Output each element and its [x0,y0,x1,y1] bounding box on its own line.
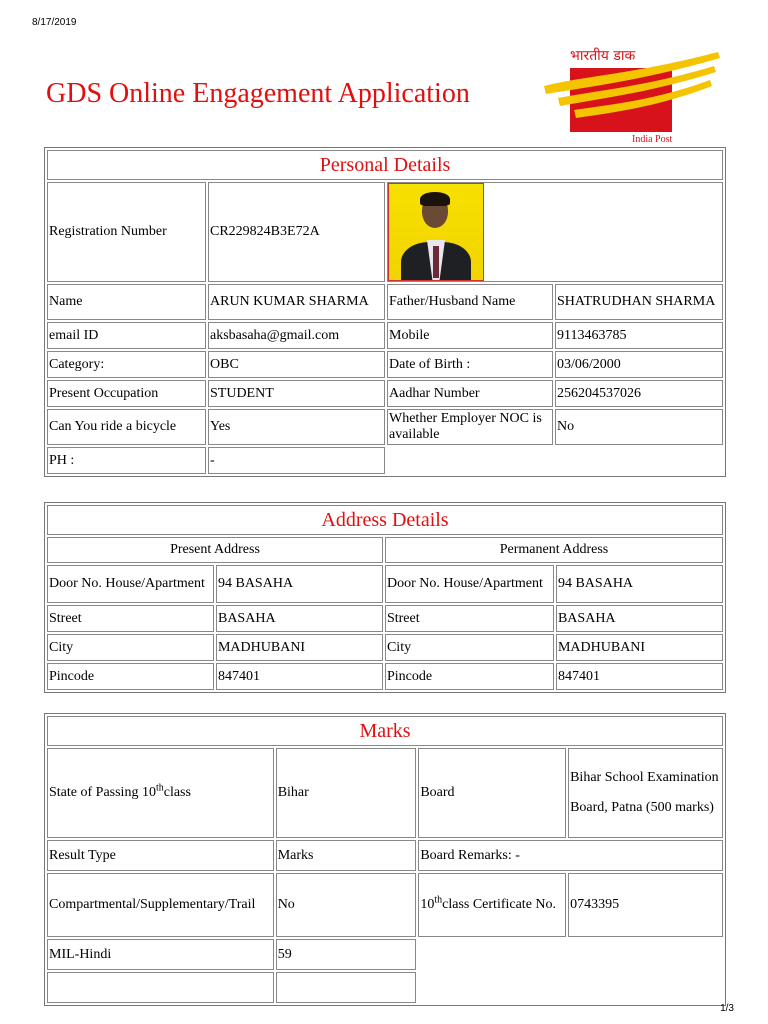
permanent-address-heading: Permanent Address [385,537,723,563]
permanent-city-value: MADHUBANI [556,634,723,661]
logo-hindi-text: भारतीय डाक [570,48,636,64]
email-value: aksbasaha@gmail.com [208,322,385,349]
noc-value: No [555,409,723,445]
address-details-table [44,502,726,693]
category-label: Category: [47,351,206,378]
permanent-door-value: 94 BASAHA [556,565,723,603]
present-door-label: Door No. House/Apartment [47,565,214,603]
next-subject-label [47,972,274,1003]
permanent-street-label: Street [385,605,554,632]
category-value: OBC [208,351,385,378]
email-label: email ID [47,322,206,349]
permanent-door-label: Door No. House/Apartment [385,565,554,603]
father-value: SHATRUDHAN SHARMA [555,284,723,320]
present-street-label: Street [47,605,214,632]
subject-hindi-value: 59 [276,939,417,970]
marks-table [44,713,726,1006]
print-date: 8/17/2019 [32,17,77,28]
board-label: Board [418,748,566,838]
registration-label: Registration Number [47,182,206,282]
name-value: ARUN KUMAR SHARMA [208,284,385,320]
dob-label: Date of Birth : [387,351,553,378]
aadhar-value: 256204537026 [555,380,723,407]
state-passing-value: Bihar [276,748,417,838]
dob-value: 03/06/2000 [555,351,723,378]
occupation-label: Present Occupation [47,380,206,407]
page-number: 1/3 [720,1003,734,1014]
present-city-label: City [47,634,214,661]
result-type-label: Result Type [47,840,274,871]
aadhar-label: Aadhar Number [387,380,553,407]
permanent-street-value: BASAHA [556,605,723,632]
mobile-value: 9113463785 [555,322,723,349]
certificate-label: 10thclass Certificate No. [418,873,566,937]
noc-label: Whether Employer NOC is available [387,409,553,445]
compartmental-value: No [276,873,417,937]
permanent-city-label: City [385,634,554,661]
name-label: Name [47,284,206,320]
permanent-pincode-value: 847401 [556,663,723,690]
certificate-value: 0743395 [568,873,723,937]
marks-heading: Marks [47,716,723,746]
present-street-value: BASAHA [216,605,383,632]
board-value: Bihar School Examination Board, Patna (500 marks) [568,748,723,838]
page-title: GDS Online Engagement Application [46,78,470,109]
registration-value: CR229824B3E72A [208,182,385,282]
bicycle-label: Can You ride a bicycle [47,409,206,445]
result-type-value: Marks [276,840,417,871]
present-door-value: 94 BASAHA [216,565,383,603]
present-pincode-label: Pincode [47,663,214,690]
compartmental-label: Compartmental/Supplementary/Trail [47,873,274,937]
present-address-heading: Present Address [47,537,383,563]
subject-hindi-label: MIL-Hindi [47,939,274,970]
permanent-pincode-label: Pincode [385,663,554,690]
india-post-logo [544,46,724,150]
next-subject-value [276,972,417,1003]
state-passing-label: State of Passing 10thclass [47,748,274,838]
ph-value: - [208,447,385,474]
personal-details-table [44,147,726,477]
address-details-heading: Address Details [47,505,723,535]
bicycle-value: Yes [208,409,385,445]
present-city-value: MADHUBANI [216,634,383,661]
father-label: Father/Husband Name [387,284,553,320]
present-pincode-value: 847401 [216,663,383,690]
personal-details-heading: Personal Details [47,150,723,180]
occupation-value: STUDENT [208,380,385,407]
applicant-photo [388,183,484,281]
logo-english-text: India Post [632,134,673,145]
board-remarks: Board Remarks: - [418,840,723,871]
mobile-label: Mobile [387,322,553,349]
ph-label: PH : [47,447,206,474]
